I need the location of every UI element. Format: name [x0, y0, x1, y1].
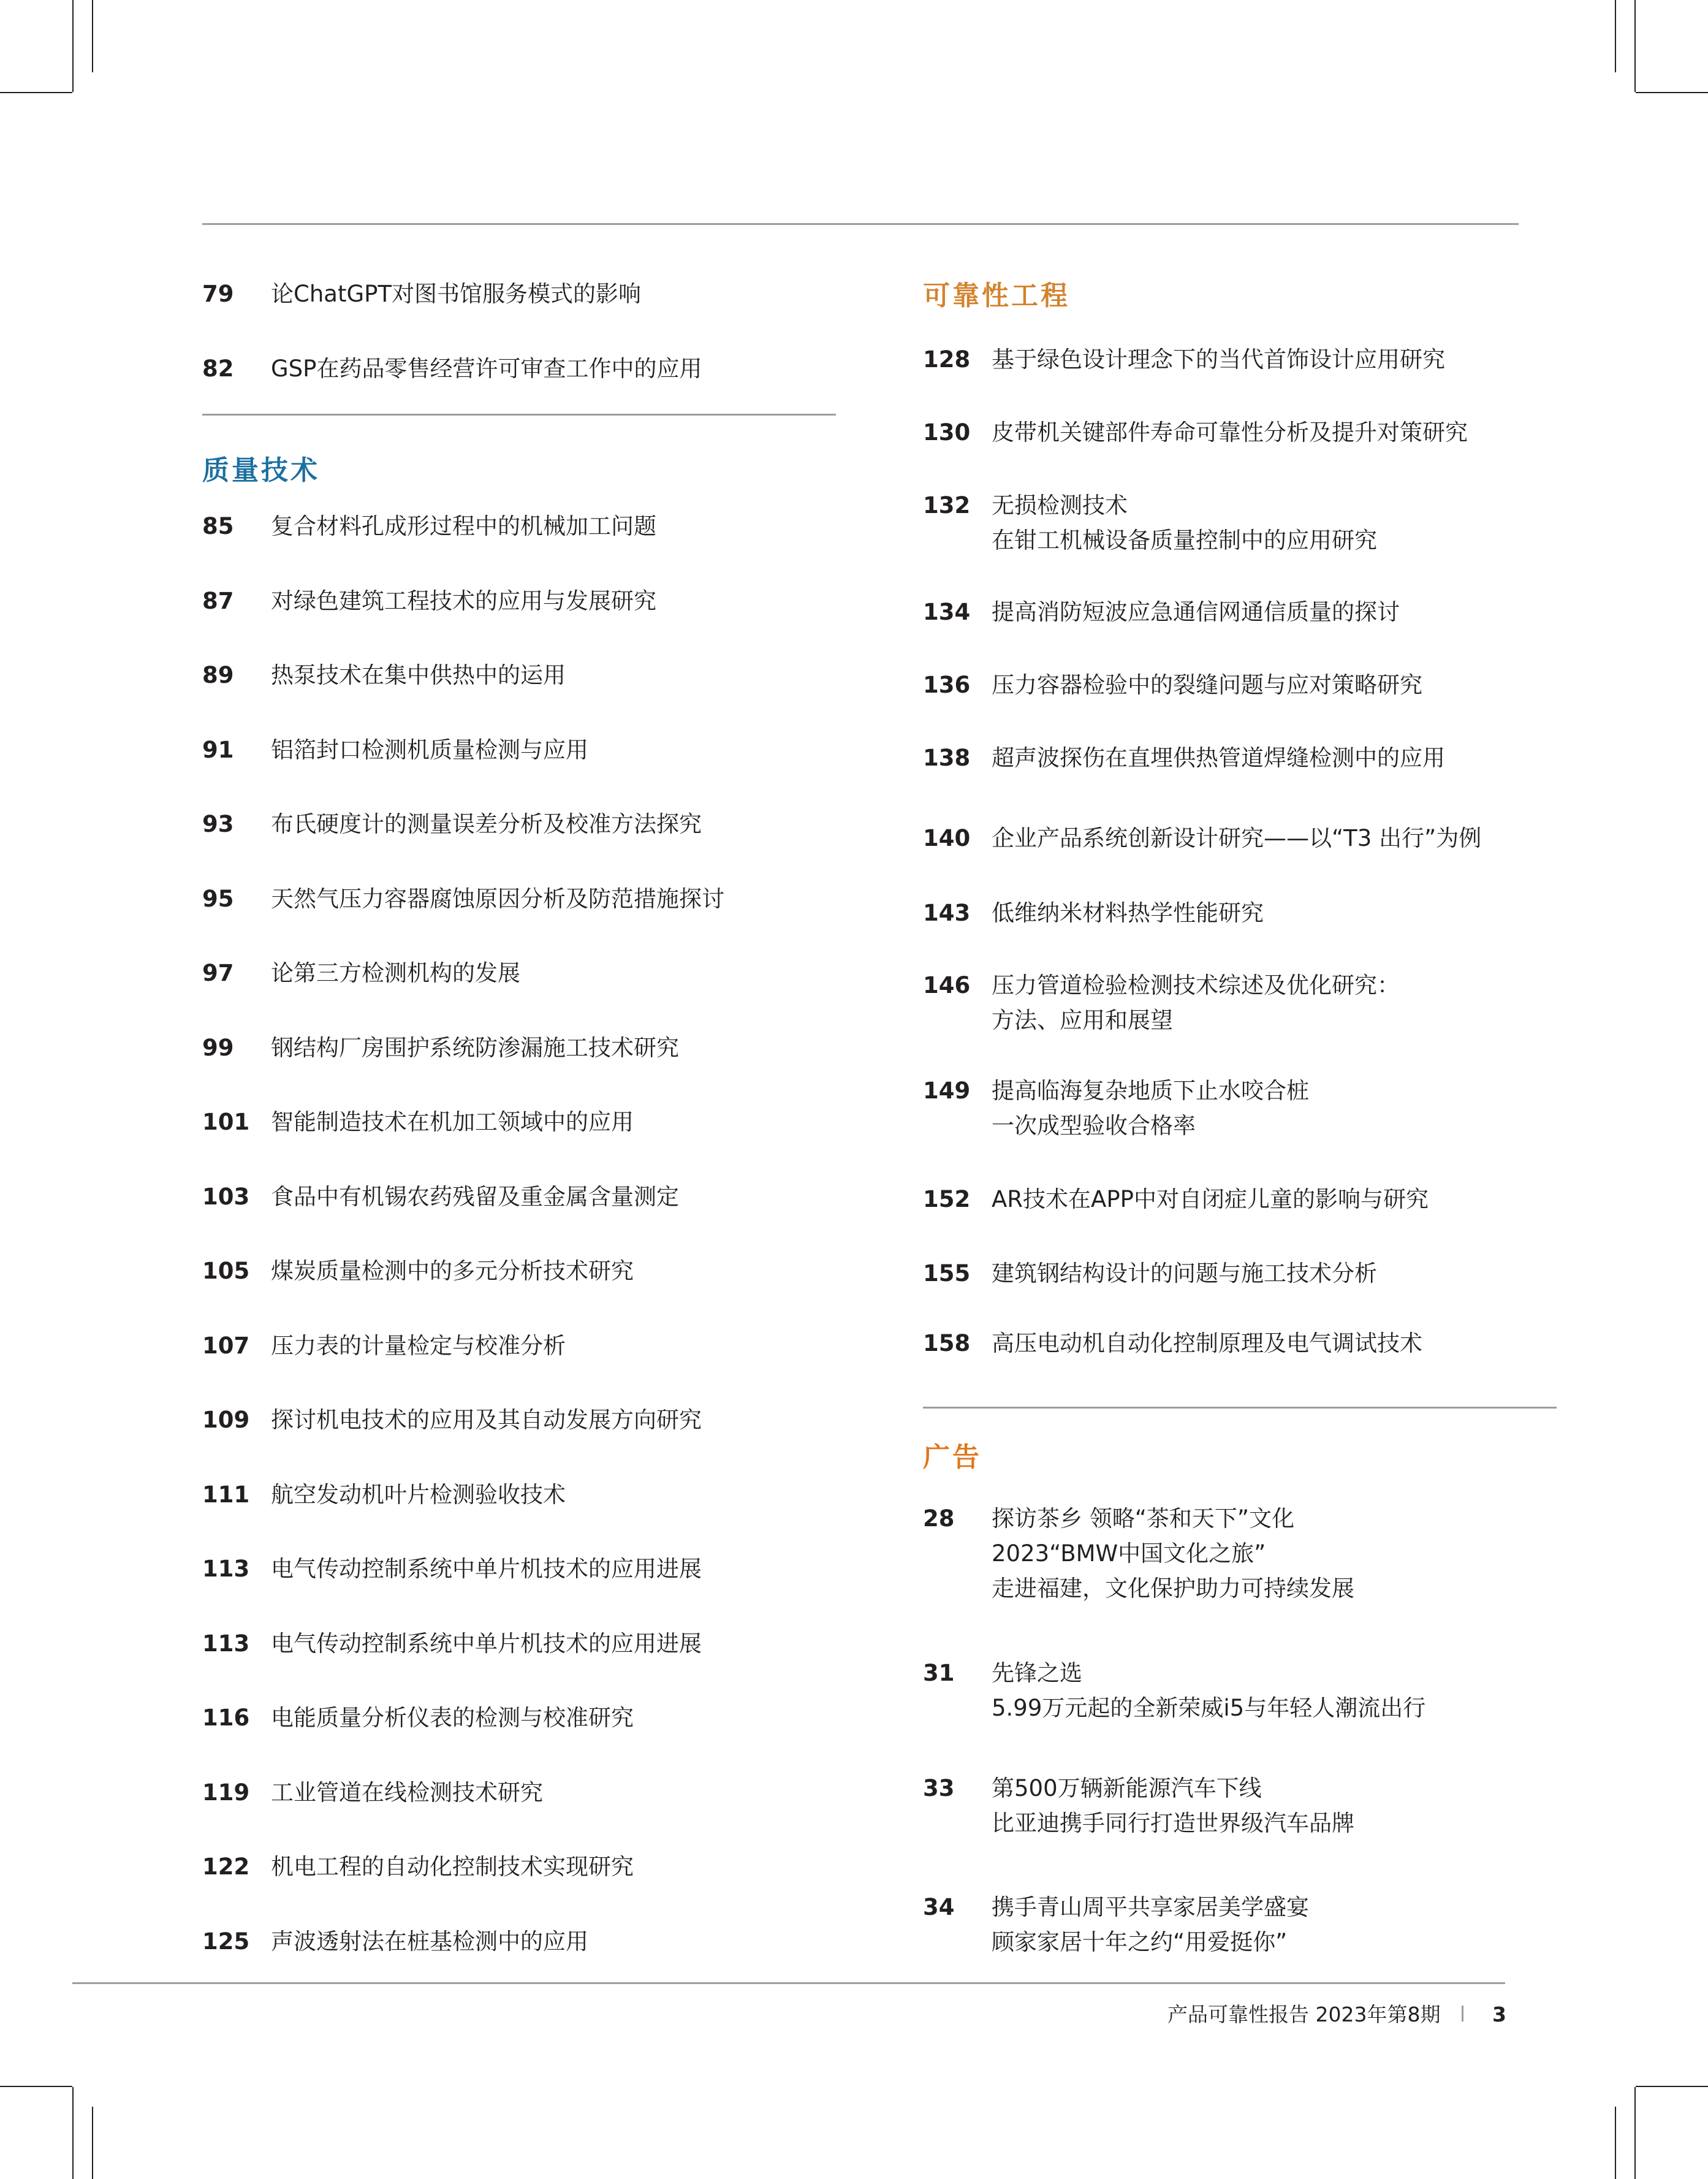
page-number: 91 [202, 737, 234, 763]
page-number: 113 [202, 1556, 250, 1582]
toc-entry[interactable] [202, 1626, 702, 1661]
page-number: 158 [923, 1330, 971, 1356]
entry-title: 皮带机关键部件寿命可靠性分析及提升对策研究 [992, 419, 1468, 446]
toc-entry[interactable] [202, 1030, 679, 1065]
entry-title: 热泵技术在集中供热中的运用 [271, 662, 566, 688]
entry-title: 智能制造技术在机加工领域中的应用 [271, 1109, 634, 1135]
toc-entry[interactable] [202, 584, 656, 618]
page-number: 113 [202, 1630, 250, 1657]
entry-title: 先锋之选 [992, 1660, 1082, 1686]
toc-entry[interactable] [202, 1328, 566, 1363]
page-number: 109 [202, 1407, 250, 1433]
entry-title: 探讨机电技术的应用及其自动发展方向研究 [271, 1407, 702, 1433]
page-number: 87 [202, 588, 234, 614]
page-number: 140 [923, 825, 971, 851]
page-number: 105 [202, 1258, 250, 1284]
entry-title-line: 5.99万元起的全新荣威i5与年轻人潮流出行 [992, 1695, 1426, 1721]
entry-title-line: 顾家家居十年之约“用爱挺你” [992, 1929, 1288, 1955]
toc-entry[interactable] [202, 1105, 634, 1139]
page-number: 85 [202, 513, 234, 539]
toc-entry[interactable] [202, 1849, 634, 1884]
footer-separator [1462, 2006, 1463, 2021]
toc-entry[interactable] [923, 1182, 1429, 1217]
entry-title: AR技术在APP中对自闭症儿童的影响与研究 [992, 1186, 1429, 1212]
page-number: 103 [202, 1184, 250, 1210]
section-heading-reliability: 可靠性工程 [923, 280, 1070, 311]
page-number: 146 [923, 972, 971, 998]
toc-entry[interactable] [923, 821, 1481, 856]
page-number: 134 [923, 599, 971, 625]
toc-entry[interactable] [923, 1656, 1425, 1725]
page-number: 152 [923, 1186, 971, 1212]
entry-title: 钢结构厂房围护系统防渗漏施工技术研究 [271, 1035, 679, 1061]
entry-title: 煤炭质量检测中的多元分析技术研究 [271, 1258, 634, 1284]
entry-title-line: 方法、应用和展望 [992, 1007, 1173, 1033]
toc-entry[interactable] [202, 1700, 634, 1735]
entry-title: 电气传动控制系统中单片机技术的应用进展 [271, 1630, 702, 1657]
toc-entry[interactable] [202, 1924, 588, 1959]
page-number: 136 [923, 672, 971, 698]
entry-title-line: 比亚迪携手同行打造世界级汽车品牌 [992, 1810, 1354, 1836]
toc-entry[interactable] [923, 1771, 1354, 1841]
toc-entry[interactable] [202, 1551, 702, 1586]
toc-entry[interactable] [923, 488, 1377, 558]
toc-entry[interactable] [202, 1477, 566, 1512]
page-number: 95 [202, 886, 234, 912]
entry-title-line: 在钳工机械设备质量控制中的应用研究 [992, 527, 1377, 553]
entry-title: 携手青山周平共享家居美学盛宴 [992, 1894, 1309, 1920]
entry-title: 电能质量分析仪表的检测与校准研究 [271, 1705, 634, 1731]
entry-title: 企业产品系统创新设计研究——以“T3 出行”为例 [992, 825, 1482, 851]
toc-entry[interactable] [202, 1179, 679, 1214]
toc-entry[interactable] [202, 351, 702, 386]
page-number: 31 [923, 1660, 955, 1686]
footer-rule [72, 1982, 1505, 1984]
page-number: 99 [202, 1035, 234, 1061]
page-number: 138 [923, 745, 971, 771]
toc-entry[interactable] [923, 342, 1445, 377]
toc-entry[interactable] [923, 1501, 1354, 1606]
toc-entry[interactable] [202, 1253, 634, 1288]
entry-title: 低维纳米材料热学性能研究 [992, 900, 1264, 926]
page-number: 128 [923, 346, 971, 373]
entry-title: 航空发动机叶片检测验收技术 [271, 1481, 566, 1508]
entry-title: 第500万辆新能源汽车下线 [992, 1775, 1262, 1801]
page-number: 116 [202, 1705, 250, 1731]
toc-entry[interactable] [923, 968, 1400, 1038]
toc-entry[interactable] [923, 1890, 1309, 1960]
toc-entry[interactable] [202, 1402, 702, 1437]
right-column [923, 0, 1628, 1980]
toc-entry[interactable] [923, 667, 1422, 702]
page-number: 33 [923, 1775, 955, 1801]
entry-title: 论第三方检测机构的发展 [271, 960, 520, 986]
entry-title: 机电工程的自动化控制技术实现研究 [271, 1854, 634, 1880]
entry-title-line: 2023“BMW中国文化之旅” [992, 1540, 1266, 1567]
page-number: 101 [202, 1109, 250, 1135]
page-number: 122 [202, 1854, 250, 1880]
entry-title: 建筑钢结构设计的问题与施工技术分析 [992, 1260, 1377, 1287]
entry-title: 电气传动控制系统中单片机技术的应用进展 [271, 1556, 702, 1582]
entry-title: 基于绿色设计理念下的当代首饰设计应用研究 [992, 346, 1445, 373]
entry-title-line: 一次成型验收合格率 [992, 1112, 1196, 1139]
entry-title: 复合材料孔成形过程中的机械加工问题 [271, 513, 656, 539]
page-number: 149 [923, 1078, 971, 1104]
entry-title: 论ChatGPT对图书馆服务模式的影响 [271, 281, 642, 307]
page-number: 89 [202, 662, 234, 688]
toc-entry[interactable] [923, 1073, 1309, 1143]
toc-entry[interactable] [923, 1256, 1377, 1291]
page-number: 111 [202, 1481, 250, 1508]
toc-entry[interactable] [202, 658, 566, 693]
page-number: 119 [202, 1779, 250, 1806]
toc-entry[interactable] [923, 896, 1264, 930]
toc-entry[interactable] [202, 956, 520, 991]
page-number: 155 [923, 1260, 971, 1287]
toc-entry[interactable] [202, 1775, 543, 1810]
entry-title: 声波透射法在桩基检测中的应用 [271, 1928, 588, 1955]
page-number: 97 [202, 960, 234, 986]
page-number-footer: 3 [1492, 2002, 1506, 2026]
entry-title: 提高消防短波应急通信网通信质量的探讨 [992, 599, 1400, 625]
entry-title: 高压电动机自动化控制原理及电气调试技术 [992, 1330, 1422, 1356]
toc-entry[interactable] [202, 881, 724, 916]
toc-entry[interactable] [202, 276, 641, 311]
entry-title: 工业管道在线检测技术研究 [271, 1779, 543, 1806]
entry-title: GSP在药品零售经营许可审查工作中的应用 [271, 356, 702, 382]
page-number: 132 [923, 492, 971, 519]
entry-title: 提高临海复杂地质下止水咬合桩 [992, 1078, 1309, 1104]
page-number: 130 [923, 419, 971, 446]
section-heading-quality: 质量技术 [202, 455, 320, 486]
page-number: 28 [923, 1505, 955, 1532]
entry-title: 无损检测技术 [992, 492, 1128, 519]
page-number: 82 [202, 356, 234, 382]
page-number: 93 [202, 811, 234, 837]
section-heading-ads: 广告 [923, 1442, 982, 1473]
entry-title: 探访茶乡 领略“茶和天下”文化 [992, 1505, 1295, 1532]
page-number: 125 [202, 1928, 250, 1955]
left-column [202, 0, 840, 1980]
toc-entry[interactable] [202, 509, 656, 544]
page-number: 34 [923, 1894, 955, 1920]
entry-title: 食品中有机锡农药残留及重金属含量测定 [271, 1184, 679, 1210]
entry-title: 超声波探伤在直埋供热管道焊缝检测中的应用 [992, 745, 1445, 771]
page-number: 79 [202, 281, 234, 307]
toc-entry[interactable] [923, 1326, 1422, 1361]
entry-title: 压力容器检验中的裂缝问题与应对策略研究 [992, 672, 1422, 698]
page-number: 107 [202, 1333, 250, 1359]
toc-entry[interactable] [923, 595, 1400, 629]
entry-title: 压力管道检验检测技术综述及优化研究： [992, 972, 1400, 998]
page-number: 143 [923, 900, 971, 926]
entry-title: 对绿色建筑工程技术的应用与发展研究 [271, 588, 656, 614]
toc-entry[interactable] [923, 415, 1468, 450]
publication-name: 产品可靠性报告 2023年第8期 [1167, 2002, 1441, 2026]
toc-entry[interactable] [923, 740, 1445, 775]
entry-title: 铝箔封口检测机质量检测与应用 [271, 737, 588, 763]
entry-title: 压力表的计量检定与校准分析 [271, 1333, 566, 1359]
toc-entry[interactable] [202, 807, 702, 842]
entry-title: 布氏硬度计的测量误差分析及校准方法探究 [271, 811, 702, 837]
entry-title: 天然气压力容器腐蚀原因分析及防范措施探讨 [271, 886, 724, 912]
entry-title-line: 走进福建，文化保护助力可持续发展 [992, 1575, 1354, 1602]
toc-entry[interactable] [202, 732, 588, 767]
